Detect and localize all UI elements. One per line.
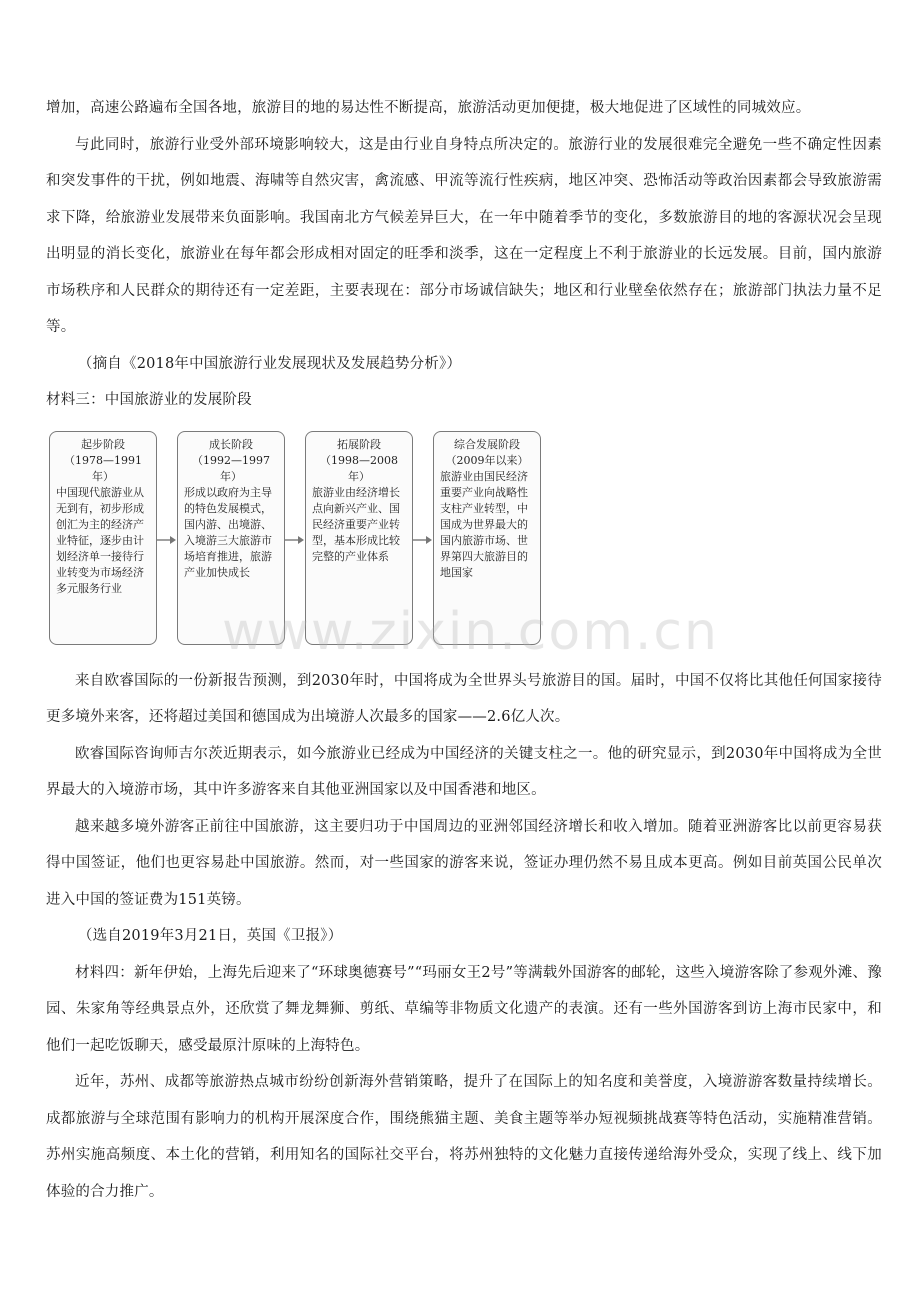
stage-description: 中国现代旅游业从无到有，初步形成创汇为主的经济产业特征，逐步由计划经济单一接待行业转变为市场经济多元服务行业 (56, 485, 144, 595)
stage-box-startup (49, 431, 157, 645)
paragraph-continuation: 增加，高速公路遍布全国各地，旅游目的地的易达性不断提高，旅游活动更加便捷，极大地促进了区域性的同城效应。 (46, 100, 811, 116)
arrow-right-icon (157, 535, 177, 545)
material3-heading: 材料三：中国旅游业的发展阶段 (46, 392, 252, 408)
source-citation-guardian: （选自2019年3月21日，英国《卫报》） (77, 928, 343, 944)
development-stages-diagram (46, 431, 882, 657)
paragraph-visa-costs: 越来越多境外游客正前往中国旅游，这主要归功于中国周边的亚洲邻国经济增长和收入增加。随着亚洲游客比以前更容易获得中国签证，他们也更容易赴中国旅游。然而，对一些国家的游客来说，签证办理仍然不易且成本更高。例如目前英国公民单次进入中国的签证费为151英镑。 (46, 818, 882, 908)
source-citation-2018: （摘自《2018年中国旅游行业发展现状及发展趋势分析》） (77, 355, 462, 372)
stage-title: 综合发展阶段 (454, 437, 520, 451)
stage-description: 形成以政府为主导的特色发展模式，国内游、出境游、入境游三大旅游市场培育推进，旅游产业加快成长 (184, 485, 272, 579)
paragraph-industry-risks: 与此同时，旅游行业受外部环境影响较大，这是由行业自身特点所决定的。旅游行业的发展很难完全避免一些不确定性因素和突发事件的干扰，例如地震、海啸等自然灾害，禽流感、甲流等流行性疾病，地区冲突、恐怖活动等政治因素都会导致旅游需求下降，给旅游业发展带来负面影响。我国南北方气候差异巨大，在一年中随着季节的变化，多数旅游目的地的客源状况会呈现出明显的消长变化，旅游业在每年都会形成相对固定的旺季和淡季，这在一定程度上不利于旅游业的长远发展。目前，国内旅游市场秩序和人民群众的期待还有一定差距，主要表现在：部分市场诚信缺失；地区和行业壁垒依然存在；旅游部门执法力量不足等。 (46, 136, 882, 335)
stage-description: 旅游业由国民经济重要产业向战略性支柱产业转型，中国成为世界最大的国内旅游市场、世界第四大旅游目的地国家 (440, 469, 528, 579)
paragraph-consultant-remarks: 欧睿国际咨询师吉尔茨近期表示，如今旅游业已经成为中国经济的关键支柱之一。他的研究显示，到2030年中国将成为全世界最大的入境游市场，其中许多游客来自其他亚洲国家以及中国香港和地区。 (46, 745, 882, 798)
document-page (46, 90, 882, 1210)
arrow-right-icon (285, 535, 305, 545)
paragraph-euromonitor-forecast: 来自欧睿国际的一份新报告预测，到2030年时，中国将成为全世界头号旅游目的国。届时，中国不仅将比其他任何国家接待更多境外来客，还将超过美国和德国成为出境游人次最多的国家——2.6亿人次。 (46, 672, 882, 725)
arrow-right-icon (413, 535, 433, 545)
stage-title: 成长阶段 (209, 437, 253, 451)
stage-years: （2009年以来） (445, 453, 529, 467)
stage-box-comprehensive (433, 431, 541, 645)
stage-years: （1978—1991年） (64, 453, 142, 483)
stage-description: 旅游业由经济增长点向新兴产业、国民经济重要产业转型，基本形成比较完整的产业体系 (312, 485, 400, 563)
stage-box-growth (177, 431, 285, 645)
stage-years: （1998—2008年） (320, 453, 398, 483)
stage-title: 起步阶段 (81, 437, 125, 451)
watermark-logo: www.zixin.com.cn (222, 602, 719, 662)
paragraph-material4: 材料四：新年伊始，上海先后迎来了“环球奥德赛号”“玛丽女王2号”等满载外国游客的邮轮，这些入境游客除了参观外滩、豫园、朱家角等经典景点外，还欣赏了舞龙舞狮、剪纸、草编等非物质文化遗产的表演。还有一些外国游客到访上海市民家中，和他们一起吃饭聊天，感受最原汁原味的上海特色。 (46, 964, 882, 1054)
stage-box-expansion (305, 431, 413, 645)
stage-years: （1992—1997年） (192, 453, 270, 483)
paragraph-city-marketing: 近年，苏州、成都等旅游热点城市纷纷创新海外营销策略，提升了在国际上的知名度和美誉度，入境游游客数量持续增长。成都旅游与全球范围有影响力的机构开展深度合作，围绕熊猫主题、美食主题等举办短视频挑战赛等特色活动，实施精准营销。苏州实施高频度、本土化的营销，利用知名的国际社交平台，将苏州独特的文化魅力直接传递给海外受众，实现了线上、线下加体验的合力推广。 (46, 1074, 882, 1200)
stage-title: 拓展阶段 (337, 437, 381, 451)
